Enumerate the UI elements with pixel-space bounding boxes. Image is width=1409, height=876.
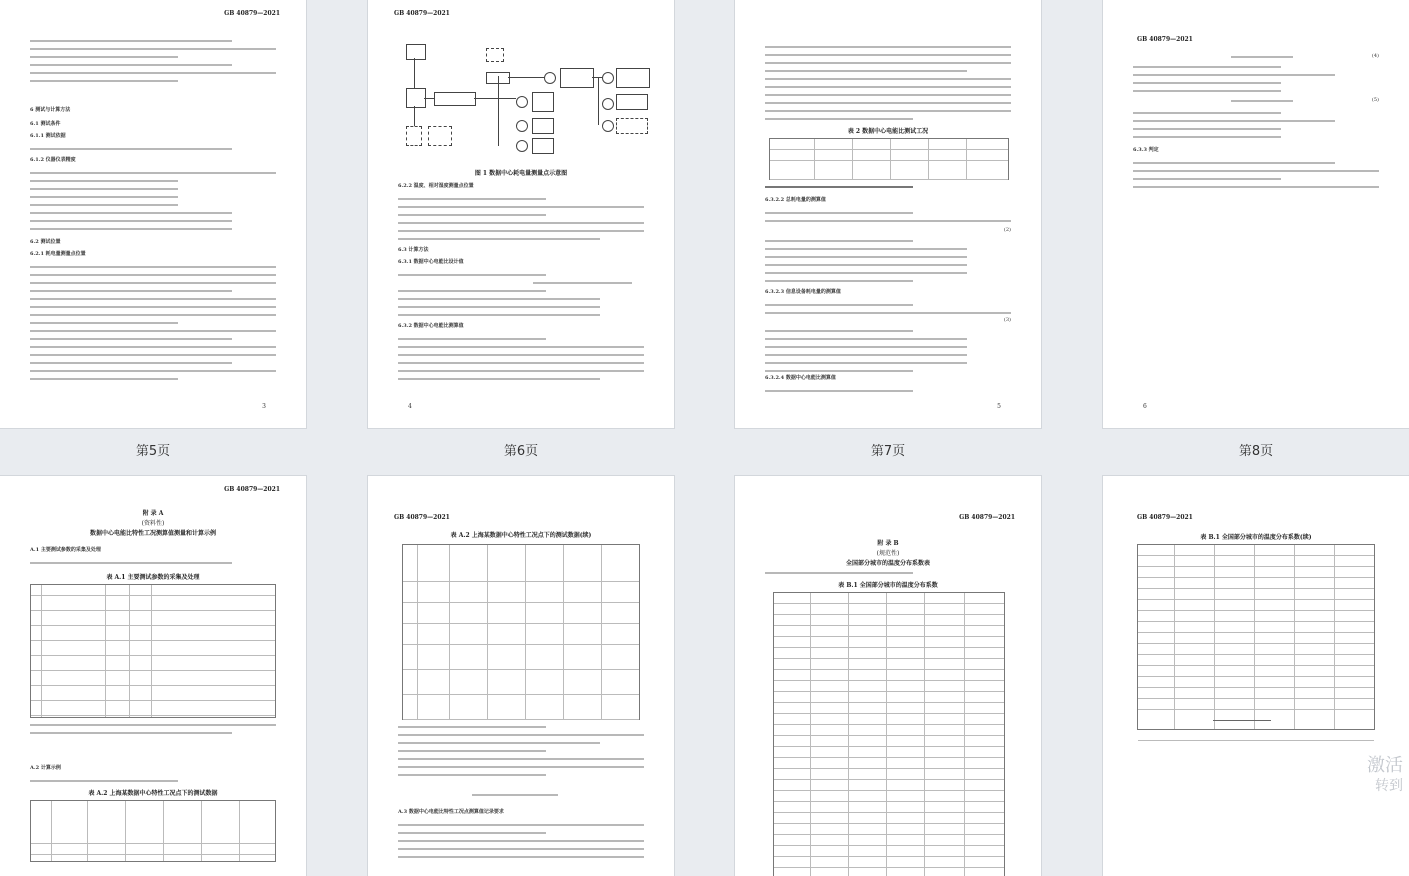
formula-number: (2) [1003,227,1011,233]
table-caption: 表 A.1 主要测试参数的采集及处理 [106,574,200,581]
page-number: 4 [408,403,412,410]
table-caption: 表 A.2 上海某数据中心特性工况点下的测试数据(续) [450,532,592,539]
page-thumbnail-11[interactable] [735,476,1041,876]
section-heading: 6.3.2.3 信息设备耗电量的测算值 [765,289,841,295]
section-heading: 6.1.1 测试依据 [30,133,66,139]
section-heading: A.2 计算示例 [30,765,61,771]
body-text [30,266,276,386]
table-caption: 表 2 数据中心电能比测试工况 [847,128,929,135]
standard-number: GB 40879—2021 [959,514,1015,521]
standard-number: GB 40879—2021 [1137,514,1193,521]
body-text [765,46,1011,126]
table-caption: 表 B.1 全国部分城市的温度分布系数 [838,582,938,589]
section-heading: 6.3.2 数据中心电能比测算值 [398,323,464,329]
section-heading: 6.3.2.2 总耗电量的测算值 [765,197,826,203]
test-conditions-table [769,138,1009,180]
table-caption: 表 B.1 全国部分城市的温度分布系数(续) [1200,534,1312,541]
section-heading: 6.3.3 判定 [1133,147,1159,153]
test-data-table [30,800,276,862]
section-heading: 6.2 测试位置 [30,239,61,245]
body-text [30,172,276,236]
page-number: 3 [262,403,266,410]
page-thumbnail-6[interactable] [368,0,674,428]
standard-number: GB 40879—2021 [1137,36,1193,43]
section-heading: 6 测试与计算方法 [30,107,71,113]
standard-number: GB 40879—2021 [394,10,450,17]
measurement-diagram [398,40,648,160]
appendix-title: 全国部分城市的温度分布系数表 [845,560,930,567]
table-caption: 表 A.2 上海某数据中心特性工况点下的测试数据 [88,790,218,797]
appendix-label: 附 录 A [142,510,164,517]
temperature-coefficient-table-cont [1137,544,1375,730]
page-number: 5 [997,403,1001,410]
section-heading: 6.3 计算方法 [398,247,429,253]
page-label[interactable]: 第5页 [135,444,171,459]
section-heading: 6.1 测试条件 [30,121,61,127]
page-label[interactable]: 第7页 [870,444,906,459]
test-data-table-cont [402,544,640,720]
section-heading: 6.3.2.4 数据中心电能比测算值 [765,375,836,381]
section-heading: 6.3.1 数据中心电能比设计值 [398,259,464,265]
section-heading: 6.2.2 温度、相对湿度测量点位置 [398,183,474,189]
standard-number: GB 40879—2021 [394,514,450,521]
standard-number: GB 40879—2021 [224,486,280,493]
activation-watermark: 激活 转到 [1367,755,1403,794]
body-text [30,40,276,88]
figure-caption: 图 1 数据中心耗电量测量点示意图 [474,170,568,177]
page-label[interactable]: 第8页 [1238,444,1274,459]
parameter-table [30,584,276,718]
page-thumbnail-7[interactable] [735,0,1041,428]
temperature-coefficient-table [773,592,1005,876]
section-heading: 6.1.2 仪器仪表精度 [30,157,76,163]
section-heading: A.1 主要测试参数的采集及处理 [30,547,101,553]
page-label[interactable]: 第6页 [503,444,539,459]
appendix-type: (规范性) [876,550,900,557]
standard-number: GB 40879—2021 [224,10,280,17]
appendix-type: (资料性) [141,520,165,527]
page-number: 6 [1143,403,1147,410]
formula-number: (3) [1003,317,1011,323]
formula-number: (5) [1371,97,1379,103]
page-thumbnail-9[interactable] [0,476,306,876]
appendix-label: 附 录 B [877,540,899,547]
page-thumbnail-10[interactable] [368,476,674,876]
page-thumbnail-8[interactable] [1103,0,1409,428]
appendix-title: 数据中心电能比特性工况测算值测量和计算示例 [89,530,216,537]
section-heading: A.3 数据中心电能比特性工况点测算值记录要求 [398,809,504,815]
page-thumbnail-5[interactable] [0,0,306,428]
page-thumbnail-12[interactable] [1103,476,1409,876]
formula-number: (4) [1371,53,1379,59]
end-line [1213,720,1271,721]
section-heading: 6.2.1 耗电量测量点位置 [30,251,86,257]
